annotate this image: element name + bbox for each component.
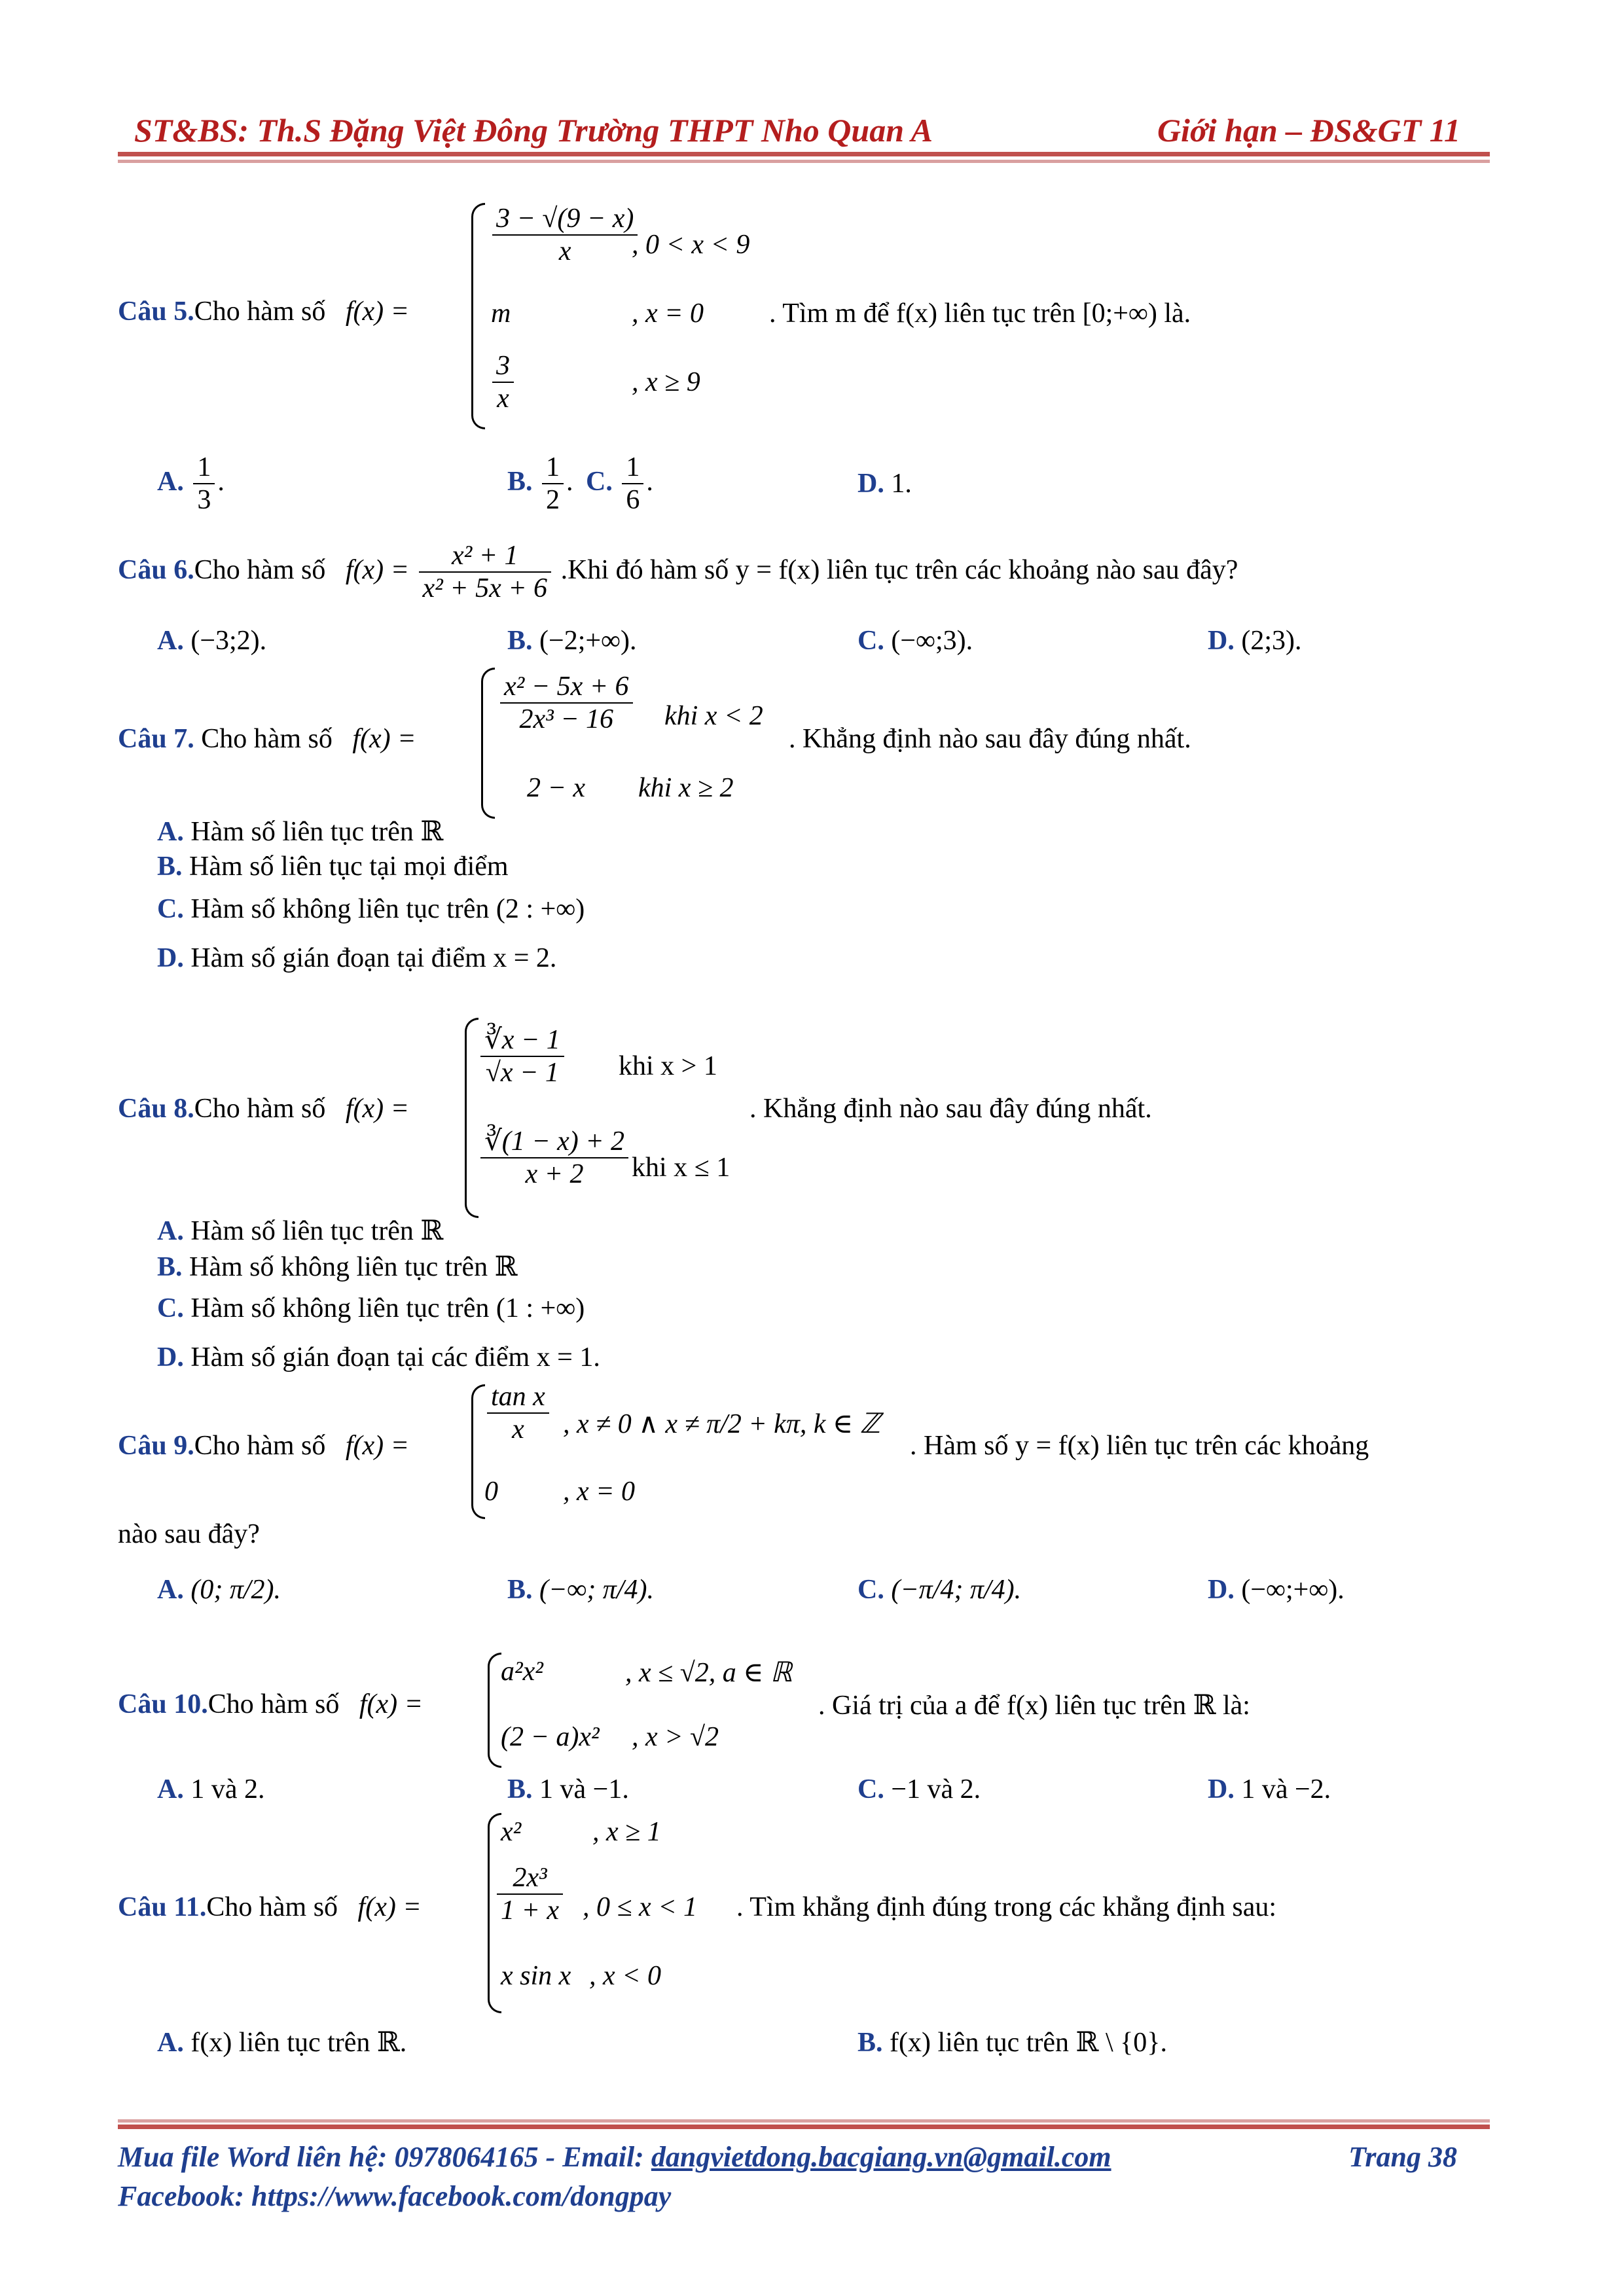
q9-option-d[interactable] bbox=[1208, 1574, 1344, 1605]
q10-intro: Cho hàm số bbox=[208, 1689, 340, 1719]
q11-case2-cond: , 0 ≤ x < 1 bbox=[583, 1892, 698, 1922]
q5-func: f(x) = bbox=[345, 296, 409, 327]
q10-option-d-text: 1 và −2. bbox=[1241, 1774, 1331, 1804]
q10-option-c-label: C. bbox=[857, 1774, 884, 1804]
q7-option-a-label: A. bbox=[157, 817, 184, 847]
q5-option-a[interactable]: A. $\frac{1}{3}$ . bbox=[157, 452, 225, 516]
q6-label: Câu 6. bbox=[118, 554, 194, 585]
q5-option-b-label: B. bbox=[507, 466, 533, 497]
q9-case1 bbox=[484, 1381, 552, 1446]
q5-case1 bbox=[490, 203, 640, 268]
q11-option-b-label: B. bbox=[857, 2028, 883, 2058]
q9-case1-den: x bbox=[512, 1414, 524, 1445]
q9-case1-cond: , x ≠ 0 ∧ x ≠ π/2 + kπ, k ∈ ℤ bbox=[563, 1409, 880, 1439]
q6-option-b[interactable] bbox=[507, 625, 636, 656]
q8-case1-cond: khi x > 1 bbox=[619, 1051, 717, 1081]
q9-option-a[interactable] bbox=[157, 1574, 281, 1605]
q7-func: f(x) = bbox=[352, 724, 416, 754]
header-rule-thin bbox=[118, 160, 1490, 163]
q5-intro: Cho hàm số bbox=[194, 296, 326, 327]
q9-option-c-label: C. bbox=[857, 1575, 884, 1605]
q10-option-a-label: A. bbox=[157, 1774, 184, 1804]
q6-option-a-label: A. bbox=[157, 626, 184, 656]
q8-case1-den: √x − 1 bbox=[485, 1058, 559, 1088]
q10-func: f(x) = bbox=[359, 1689, 423, 1719]
q5-option-c[interactable]: C. $\frac{1}{6}$ . bbox=[586, 452, 653, 516]
q5-brace bbox=[471, 203, 485, 429]
q10-brace bbox=[488, 1653, 501, 1768]
q7-option-b[interactable] bbox=[157, 851, 509, 882]
q6-option-b-text: (−2;+∞). bbox=[539, 626, 637, 656]
q5-option-c-den: 6 bbox=[626, 485, 640, 516]
q7-option-b-label: B. bbox=[157, 852, 183, 882]
q11-case1-cond: , x ≥ 1 bbox=[592, 1817, 661, 1847]
q8-intro: Cho hàm số bbox=[194, 1094, 326, 1124]
q6-option-c-text: (−∞;3). bbox=[891, 626, 973, 656]
q5-option-a-label: A. bbox=[157, 466, 184, 497]
q10-line bbox=[118, 1689, 423, 1720]
q11-case3-val: x sin x bbox=[501, 1961, 571, 1991]
q6-option-a-text: (−3;2). bbox=[190, 626, 267, 656]
q8-line bbox=[118, 1093, 409, 1124]
q5-line bbox=[118, 296, 409, 327]
q8-option-b-text: Hàm số không liên tục trên ℝ bbox=[189, 1252, 518, 1282]
q6-option-a[interactable] bbox=[157, 625, 266, 656]
q6-option-c-label: C. bbox=[857, 626, 884, 656]
q5-case3-den: x bbox=[497, 384, 509, 414]
q11-option-b[interactable] bbox=[857, 2026, 1167, 2058]
footer-facebook-link[interactable]: Facebook: https://www.facebook.com/dongpay bbox=[118, 2180, 672, 2212]
q11-option-a-label: A. bbox=[157, 2028, 184, 2058]
q10-option-c-text: −1 và 2. bbox=[891, 1774, 981, 1804]
q5-option-c-label: C. bbox=[586, 466, 613, 497]
q5-case1-num: 3 − √(9 − x) bbox=[492, 203, 638, 236]
q5-case3-num: 3 bbox=[492, 350, 514, 383]
q7-option-d-text: Hàm số gián đoạn tại điểm x = 2. bbox=[190, 943, 557, 973]
q8-option-b-label: B. bbox=[157, 1252, 183, 1282]
q5-case1-cond: , 0 < x < 9 bbox=[632, 230, 750, 260]
footer-contact: Mua file Word liên hệ: 0978064165 - Email: bbox=[118, 2141, 651, 2173]
q9-tail: . Hàm số y = f(x) liên tục trên các khoảng bbox=[910, 1431, 1369, 1461]
q7-case1-cond: khi x < 2 bbox=[664, 701, 763, 731]
q10-option-c[interactable] bbox=[857, 1774, 981, 1805]
q7-case2-cond: khi x ≥ 2 bbox=[638, 773, 734, 803]
q9-tail2: nào sau đây? bbox=[118, 1519, 260, 1549]
q11-case2-den: 1 + x bbox=[501, 1895, 559, 1926]
q5-label: Câu 5. bbox=[118, 296, 194, 327]
q11-case1-val: x² bbox=[501, 1817, 522, 1847]
q8-func: f(x) = bbox=[345, 1094, 409, 1124]
q7-case1-den: 2x³ − 16 bbox=[519, 704, 614, 735]
header-left: ST&BS: Th.S Đặng Việt Đông Trường THPT Nho Quan A bbox=[134, 112, 933, 149]
q10-tail: . Giá trị của a để f(x) liên tục trên ℝ là: bbox=[818, 1691, 1250, 1721]
q6-num: x² + 1 bbox=[419, 540, 552, 573]
q10-case1-cond: , x ≤ √2, a ∈ ℝ bbox=[625, 1658, 793, 1688]
q5-case1-den: x bbox=[558, 236, 571, 267]
q9-func: f(x) = bbox=[345, 1431, 409, 1461]
q8-option-a[interactable] bbox=[157, 1214, 443, 1247]
header-right: Giới hạn – ĐS&GT 11 bbox=[1157, 112, 1460, 149]
q7-line bbox=[118, 723, 416, 755]
q5-option-d-text: 1. bbox=[891, 469, 912, 499]
q7-option-c[interactable] bbox=[157, 893, 585, 925]
q11-option-b-text: f(x) liên tục trên ℝ \ {0}. bbox=[890, 2028, 1167, 2058]
q10-option-a-text: 1 và 2. bbox=[190, 1774, 265, 1804]
q10-option-a[interactable] bbox=[157, 1774, 265, 1805]
q5-tail: . Tìm m để f(x) liên tục trên [0;+∞) là. bbox=[769, 298, 1191, 329]
q11-func: f(x) = bbox=[357, 1892, 422, 1922]
q7-label: Câu 7. bbox=[118, 724, 194, 754]
q5-option-d[interactable] bbox=[857, 468, 912, 499]
q11-intro: Cho hàm số bbox=[206, 1892, 338, 1922]
q10-case1-val: a²x² bbox=[501, 1657, 543, 1687]
q9-intro: Cho hàm số bbox=[194, 1431, 326, 1461]
q10-option-d[interactable] bbox=[1208, 1774, 1331, 1805]
q7-brace bbox=[481, 668, 495, 819]
q6-intro: Cho hàm số bbox=[194, 554, 326, 585]
q6-option-d-label: D. bbox=[1208, 626, 1235, 656]
q8-option-a-text: Hàm số liên tục trên ℝ bbox=[190, 1216, 444, 1246]
q5-option-b-den: 2 bbox=[546, 485, 560, 516]
q6-func: f(x) = bbox=[345, 554, 409, 585]
q7-case1-num: x² − 5x + 6 bbox=[500, 671, 633, 704]
q9-option-d-label: D. bbox=[1208, 1575, 1235, 1605]
q9-option-c-text: (−π/4; π/4). bbox=[891, 1575, 1022, 1605]
footer-page-number: Trang 38 bbox=[1348, 2141, 1457, 2173]
q5-option-b[interactable]: B. $\frac{1}{2}$ . bbox=[507, 452, 573, 516]
q10-option-d-label: D. bbox=[1208, 1774, 1235, 1804]
footer-rule-thick bbox=[118, 2125, 1490, 2129]
q8-option-c-text: Hàm số không liên tục trên (1 : +∞) bbox=[190, 1293, 585, 1323]
q10-case2-cond: , x > √2 bbox=[632, 1722, 719, 1752]
q11-label: Câu 11. bbox=[118, 1892, 207, 1922]
header-rule-thick bbox=[118, 152, 1490, 156]
q5-option-c-num: 1 bbox=[622, 452, 643, 484]
q11-case2 bbox=[494, 1862, 566, 1927]
q10-option-b-text: 1 và −1. bbox=[539, 1774, 629, 1804]
q9-brace bbox=[471, 1384, 485, 1519]
q9-option-c[interactable] bbox=[857, 1574, 1021, 1605]
q8-option-b[interactable] bbox=[157, 1250, 518, 1283]
q7-option-a-text: Hàm số liên tục trên ℝ bbox=[190, 817, 444, 847]
q11-option-a[interactable] bbox=[157, 2026, 406, 2058]
q9-case2-cond: , x = 0 bbox=[563, 1477, 635, 1507]
q8-option-d[interactable] bbox=[157, 1342, 600, 1373]
q5-option-d-label: D. bbox=[857, 469, 884, 499]
q5-option-a-num: 1 bbox=[193, 452, 215, 484]
q9-label: Câu 9. bbox=[118, 1431, 194, 1461]
q5-case2-val: m bbox=[491, 298, 511, 329]
q8-option-c-label: C. bbox=[157, 1293, 184, 1323]
q7-case2-val: 2 − x bbox=[527, 773, 585, 803]
q11-line bbox=[118, 1892, 422, 1923]
q8-case1 bbox=[478, 1024, 567, 1089]
footer-line1 bbox=[118, 2140, 1111, 2174]
q7-intro: Cho hàm số bbox=[201, 724, 333, 754]
q8-case1-num: ∛x − 1 bbox=[480, 1024, 564, 1057]
q8-case2-den: x + 2 bbox=[525, 1159, 584, 1190]
q9-line bbox=[118, 1430, 409, 1462]
q6-tail: .Khi đó hàm số y = f(x) liên tục trên các khoảng nào sau đây? bbox=[560, 554, 1238, 585]
footer-rule-thin bbox=[118, 2119, 1490, 2123]
q11-case2-num: 2x³ bbox=[497, 1862, 563, 1895]
q7-tail: . Khẳng định nào sau đây đúng nhất. bbox=[789, 724, 1191, 754]
q11-option-a-text: f(x) liên tục trên ℝ. bbox=[190, 2028, 407, 2058]
q9-option-d-text: (−∞;+∞). bbox=[1241, 1575, 1344, 1605]
q8-tail: . Khẳng định nào sau đây đúng nhất. bbox=[749, 1094, 1152, 1124]
q6-line bbox=[118, 540, 1238, 605]
q6-option-c[interactable] bbox=[857, 625, 973, 656]
q6-option-d-text: (2;3). bbox=[1241, 626, 1302, 656]
q9-option-b-label: B. bbox=[507, 1575, 533, 1605]
q8-case2 bbox=[478, 1126, 631, 1191]
q10-option-b[interactable] bbox=[507, 1774, 629, 1805]
q9-case2-val: 0 bbox=[484, 1477, 498, 1507]
q6-den: x² + 5x + 6 bbox=[422, 573, 548, 604]
q10-case2-val: (2 − a)x² bbox=[501, 1722, 600, 1752]
q8-case2-num: ∛(1 − x) + 2 bbox=[480, 1126, 628, 1158]
footer-email-link[interactable]: dangvietdong.bacgiang.vn@gmail.com bbox=[651, 2141, 1111, 2173]
q7-option-c-label: C. bbox=[157, 894, 184, 924]
q7-option-d[interactable] bbox=[157, 942, 556, 974]
q8-option-a-label: A. bbox=[157, 1216, 184, 1246]
q5-option-b-num: 1 bbox=[542, 452, 564, 484]
q9-option-b-text: (−∞; π/4). bbox=[539, 1575, 654, 1605]
q9-option-a-label: A. bbox=[157, 1575, 184, 1605]
q7-option-b-text: Hàm số liên tục tại mọi điểm bbox=[189, 852, 509, 882]
q8-option-c[interactable] bbox=[157, 1293, 585, 1324]
q5-option-a-den: 3 bbox=[197, 485, 211, 516]
q5-case3-cond: , x ≥ 9 bbox=[632, 367, 700, 397]
q8-label: Câu 8. bbox=[118, 1094, 194, 1124]
q5-case3 bbox=[490, 350, 516, 415]
q9-option-b[interactable] bbox=[507, 1574, 654, 1605]
q8-option-d-label: D. bbox=[157, 1342, 184, 1372]
q7-option-a[interactable] bbox=[157, 815, 443, 848]
q8-case2-cond: khi x ≤ 1 bbox=[632, 1153, 731, 1183]
q11-case3-cond: , x < 0 bbox=[589, 1961, 661, 1991]
q10-label: Câu 10. bbox=[118, 1689, 208, 1719]
q5-case2-cond: , x = 0 bbox=[632, 298, 704, 329]
q6-option-d[interactable] bbox=[1208, 625, 1302, 656]
q7-option-c-text: Hàm số không liên tục trên (2 : +∞) bbox=[190, 894, 585, 924]
q11-tail: . Tìm khẳng định đúng trong các khẳng định sau: bbox=[736, 1892, 1277, 1922]
q7-case1 bbox=[497, 671, 636, 736]
q10-option-b-label: B. bbox=[507, 1774, 533, 1804]
q9-case1-num: tan x bbox=[487, 1381, 549, 1414]
q8-option-d-text: Hàm số gián đoạn tại các điểm x = 1. bbox=[190, 1342, 600, 1372]
q7-option-d-label: D. bbox=[157, 943, 184, 973]
q9-option-a-text: (0; π/2). bbox=[190, 1575, 281, 1605]
q8-brace bbox=[465, 1018, 478, 1218]
q6-option-b-label: B. bbox=[507, 626, 533, 656]
